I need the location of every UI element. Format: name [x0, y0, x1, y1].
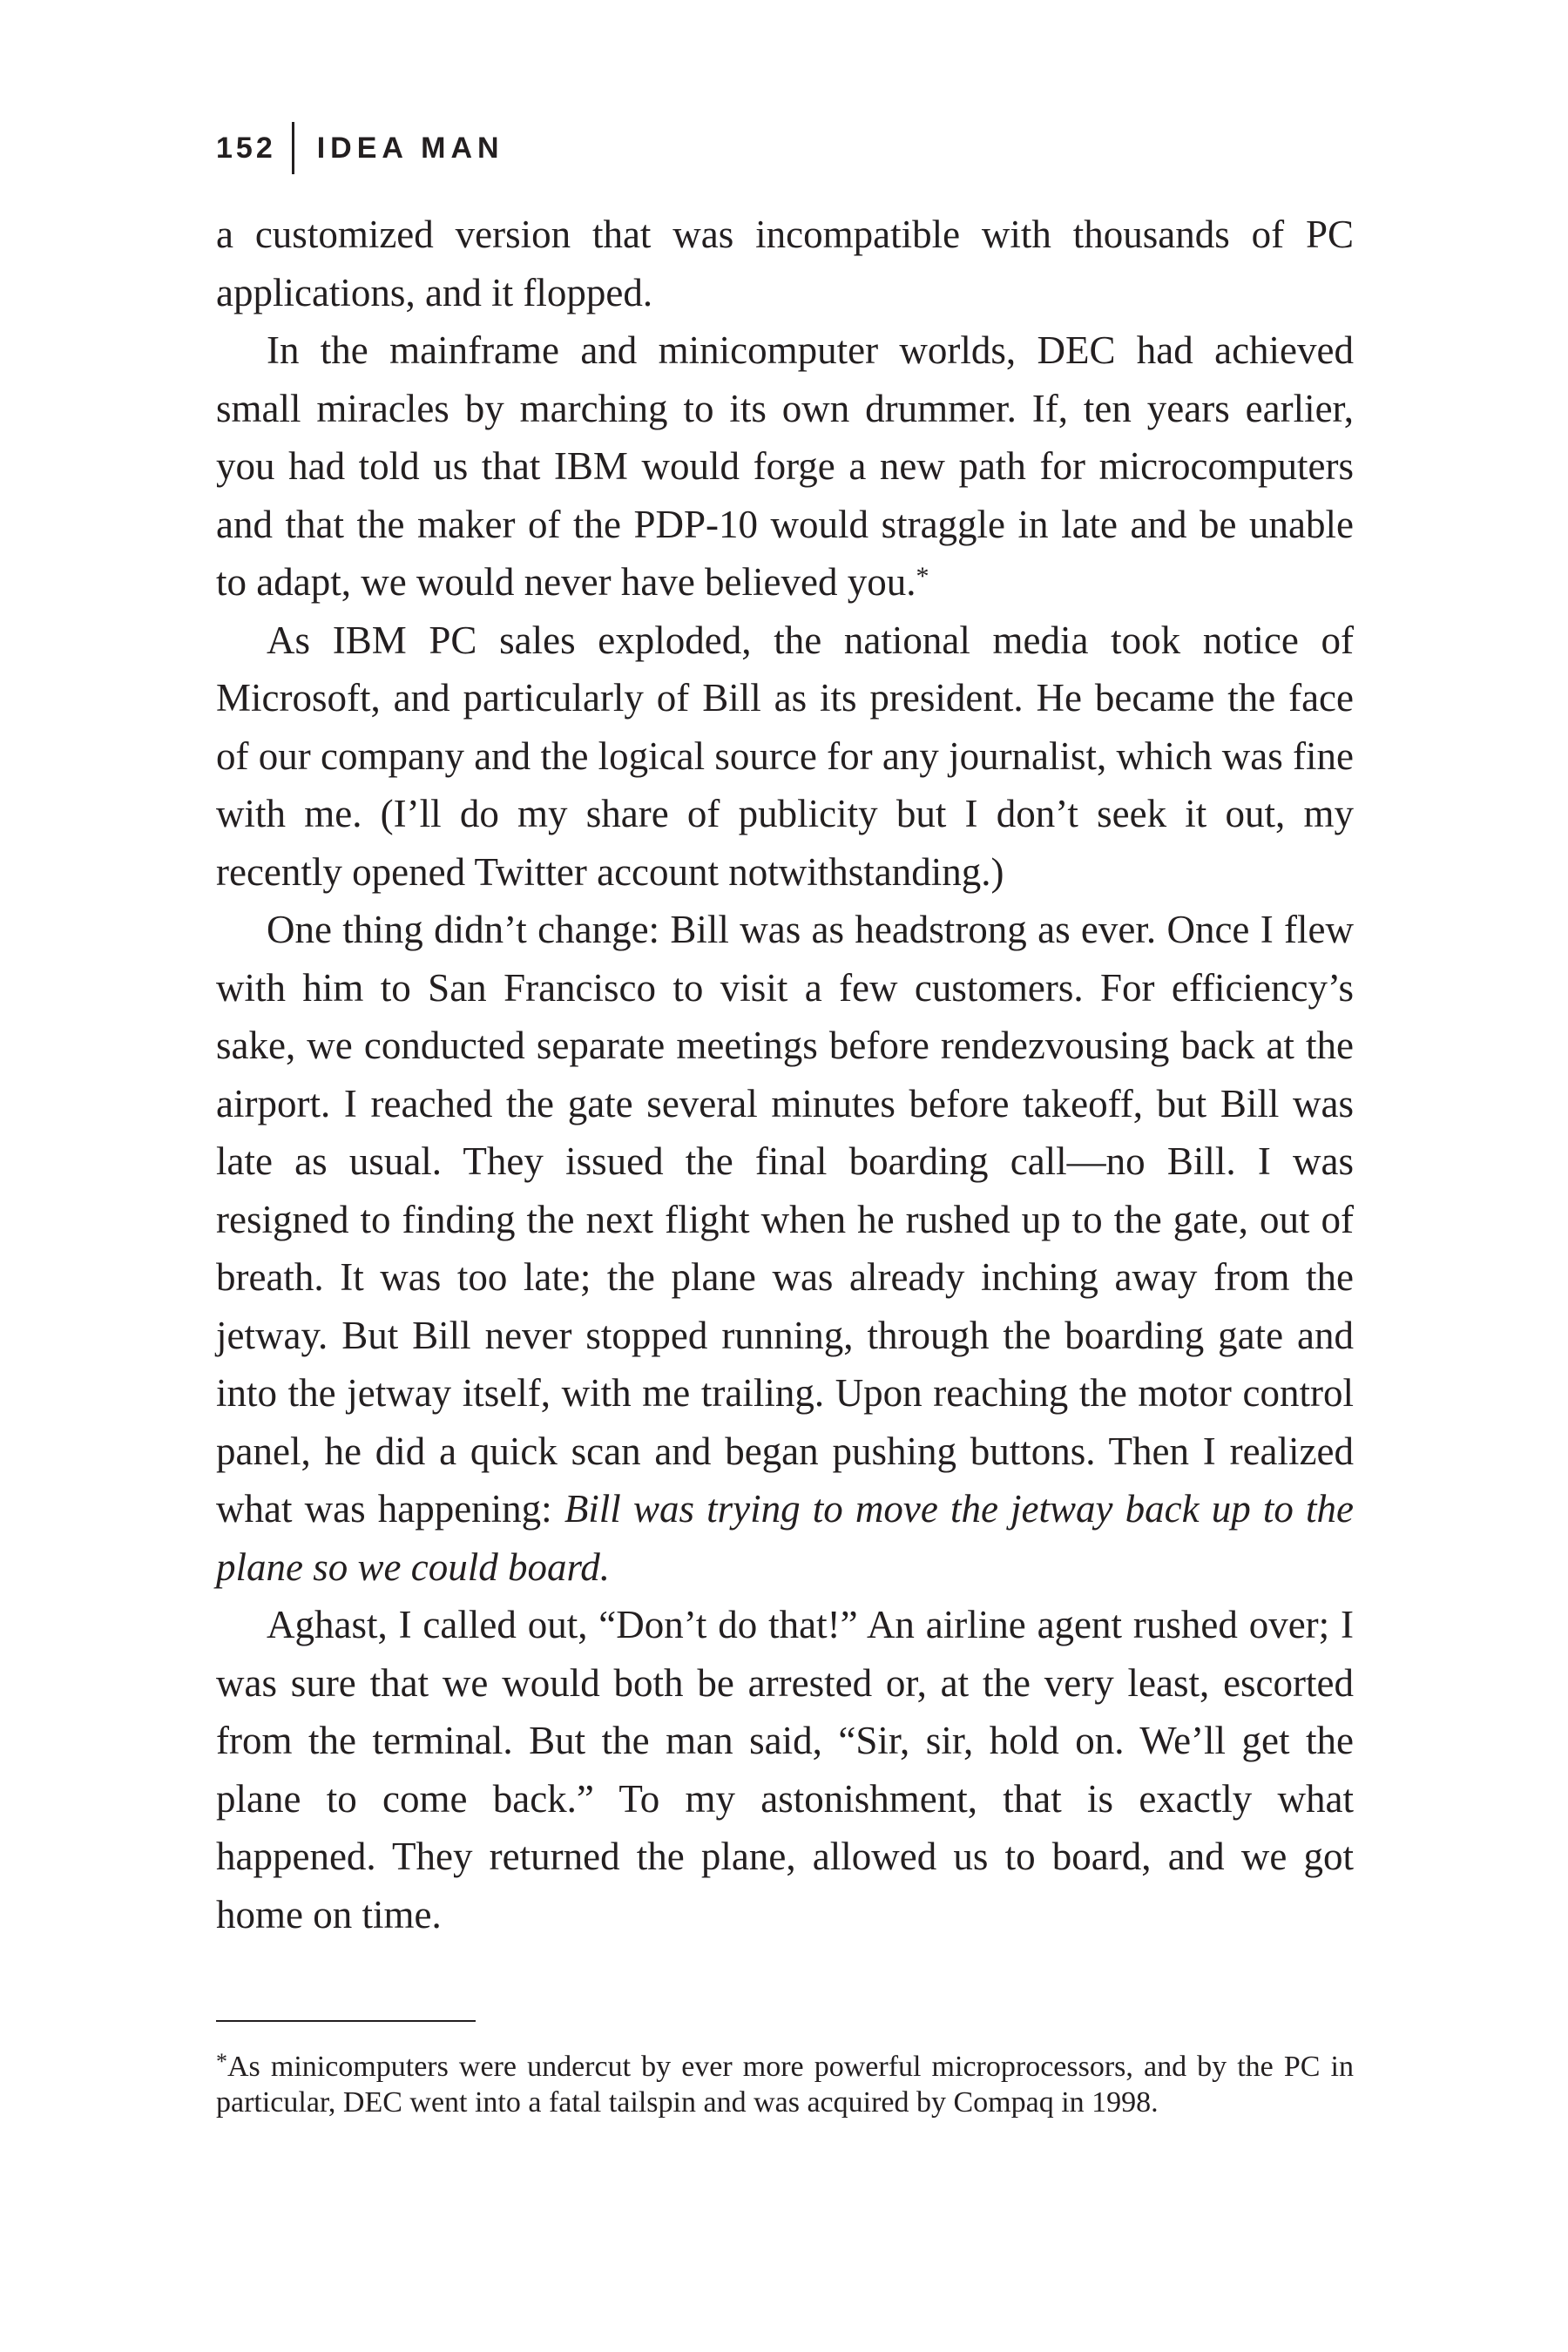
body-text: [216, 206, 1354, 1943]
paragraph: [216, 1596, 1354, 1943]
footnote-reference-mark: *: [916, 562, 929, 591]
paragraph-text: One thing didn’t change: Bill was as headstrong as ever. Once I flew with him to San Francisco to visit a few customers. For efficiency’s sake, we conducted separate meetings before rendezvousing back at the airport. I reached the gate several minutes before takeoff, but Bill was late as usual. They issued the final boarding call—no Bill. I was resigned to finding the next flight when he rushed up to the gate, out of breath. It was too late; the plane was already inching away from the jetway. But Bill never stopped running, through the boarding gate and into the jetway itself, with me trailing. Upon reaching the motor control panel, he did a quick scan and began pushing buttons. Then I realized what was happening:: [216, 908, 1354, 1531]
paragraph: [216, 901, 1354, 1596]
running-head: [216, 122, 504, 174]
running-head-divider: [292, 122, 294, 174]
paragraph-text: a customized version that was incompatible with thousands of PC applications, and it flopped.: [216, 213, 1354, 314]
italic-emphasis: Bill was trying to move the jetway back up to the plane so we could board.: [216, 1487, 1354, 1589]
paragraph-text: In the mainframe and minicomputer worlds, DEC had achieved small miracles by marching to its own drummer. If, ten years earlier, you had told us that IBM would forge a new path for microcomputers and that the maker of the PDP-10 would straggle in late and be unable to adapt, we would never have believed you.: [216, 328, 1354, 604]
paragraph-text: Aghast, I called out, “Don’t do that!” An airline agent rushed over; I was sure that we would both be arrested or, at the very least, escorted from the terminal. But the man said, “Sir, sir, hold on. We’ll get the plane to come back.” To my astonishment, that is exactly what happened. They returned the plane, allowed us to board, and we got home on time.: [216, 1603, 1354, 1936]
footnote-text: As minicomputers were undercut by ever more powerful microprocessors, and by the PC in particular, DEC went into a fatal tailspin and was acquired by Compaq in 1998.: [216, 2051, 1354, 2119]
running-head-title: IDEA MAN: [316, 131, 504, 165]
page-number: 152: [216, 132, 276, 165]
paragraph: [216, 206, 1354, 321]
paragraph: [216, 612, 1354, 902]
paragraph-text: As IBM PC sales exploded, the national media took notice of Microsoft, and particularly of Bill as its president. He became the face of our company and the logical source for any journalist, which was fine with me. (I’ll do my share of publicity but I don’t seek it out, my recently opened Twitter account notwithstanding.): [216, 618, 1354, 894]
footnote-divider: [216, 2020, 476, 2022]
footnote-marker: *: [216, 2049, 227, 2074]
paragraph: [216, 321, 1354, 612]
footnote: [216, 2049, 1354, 2120]
